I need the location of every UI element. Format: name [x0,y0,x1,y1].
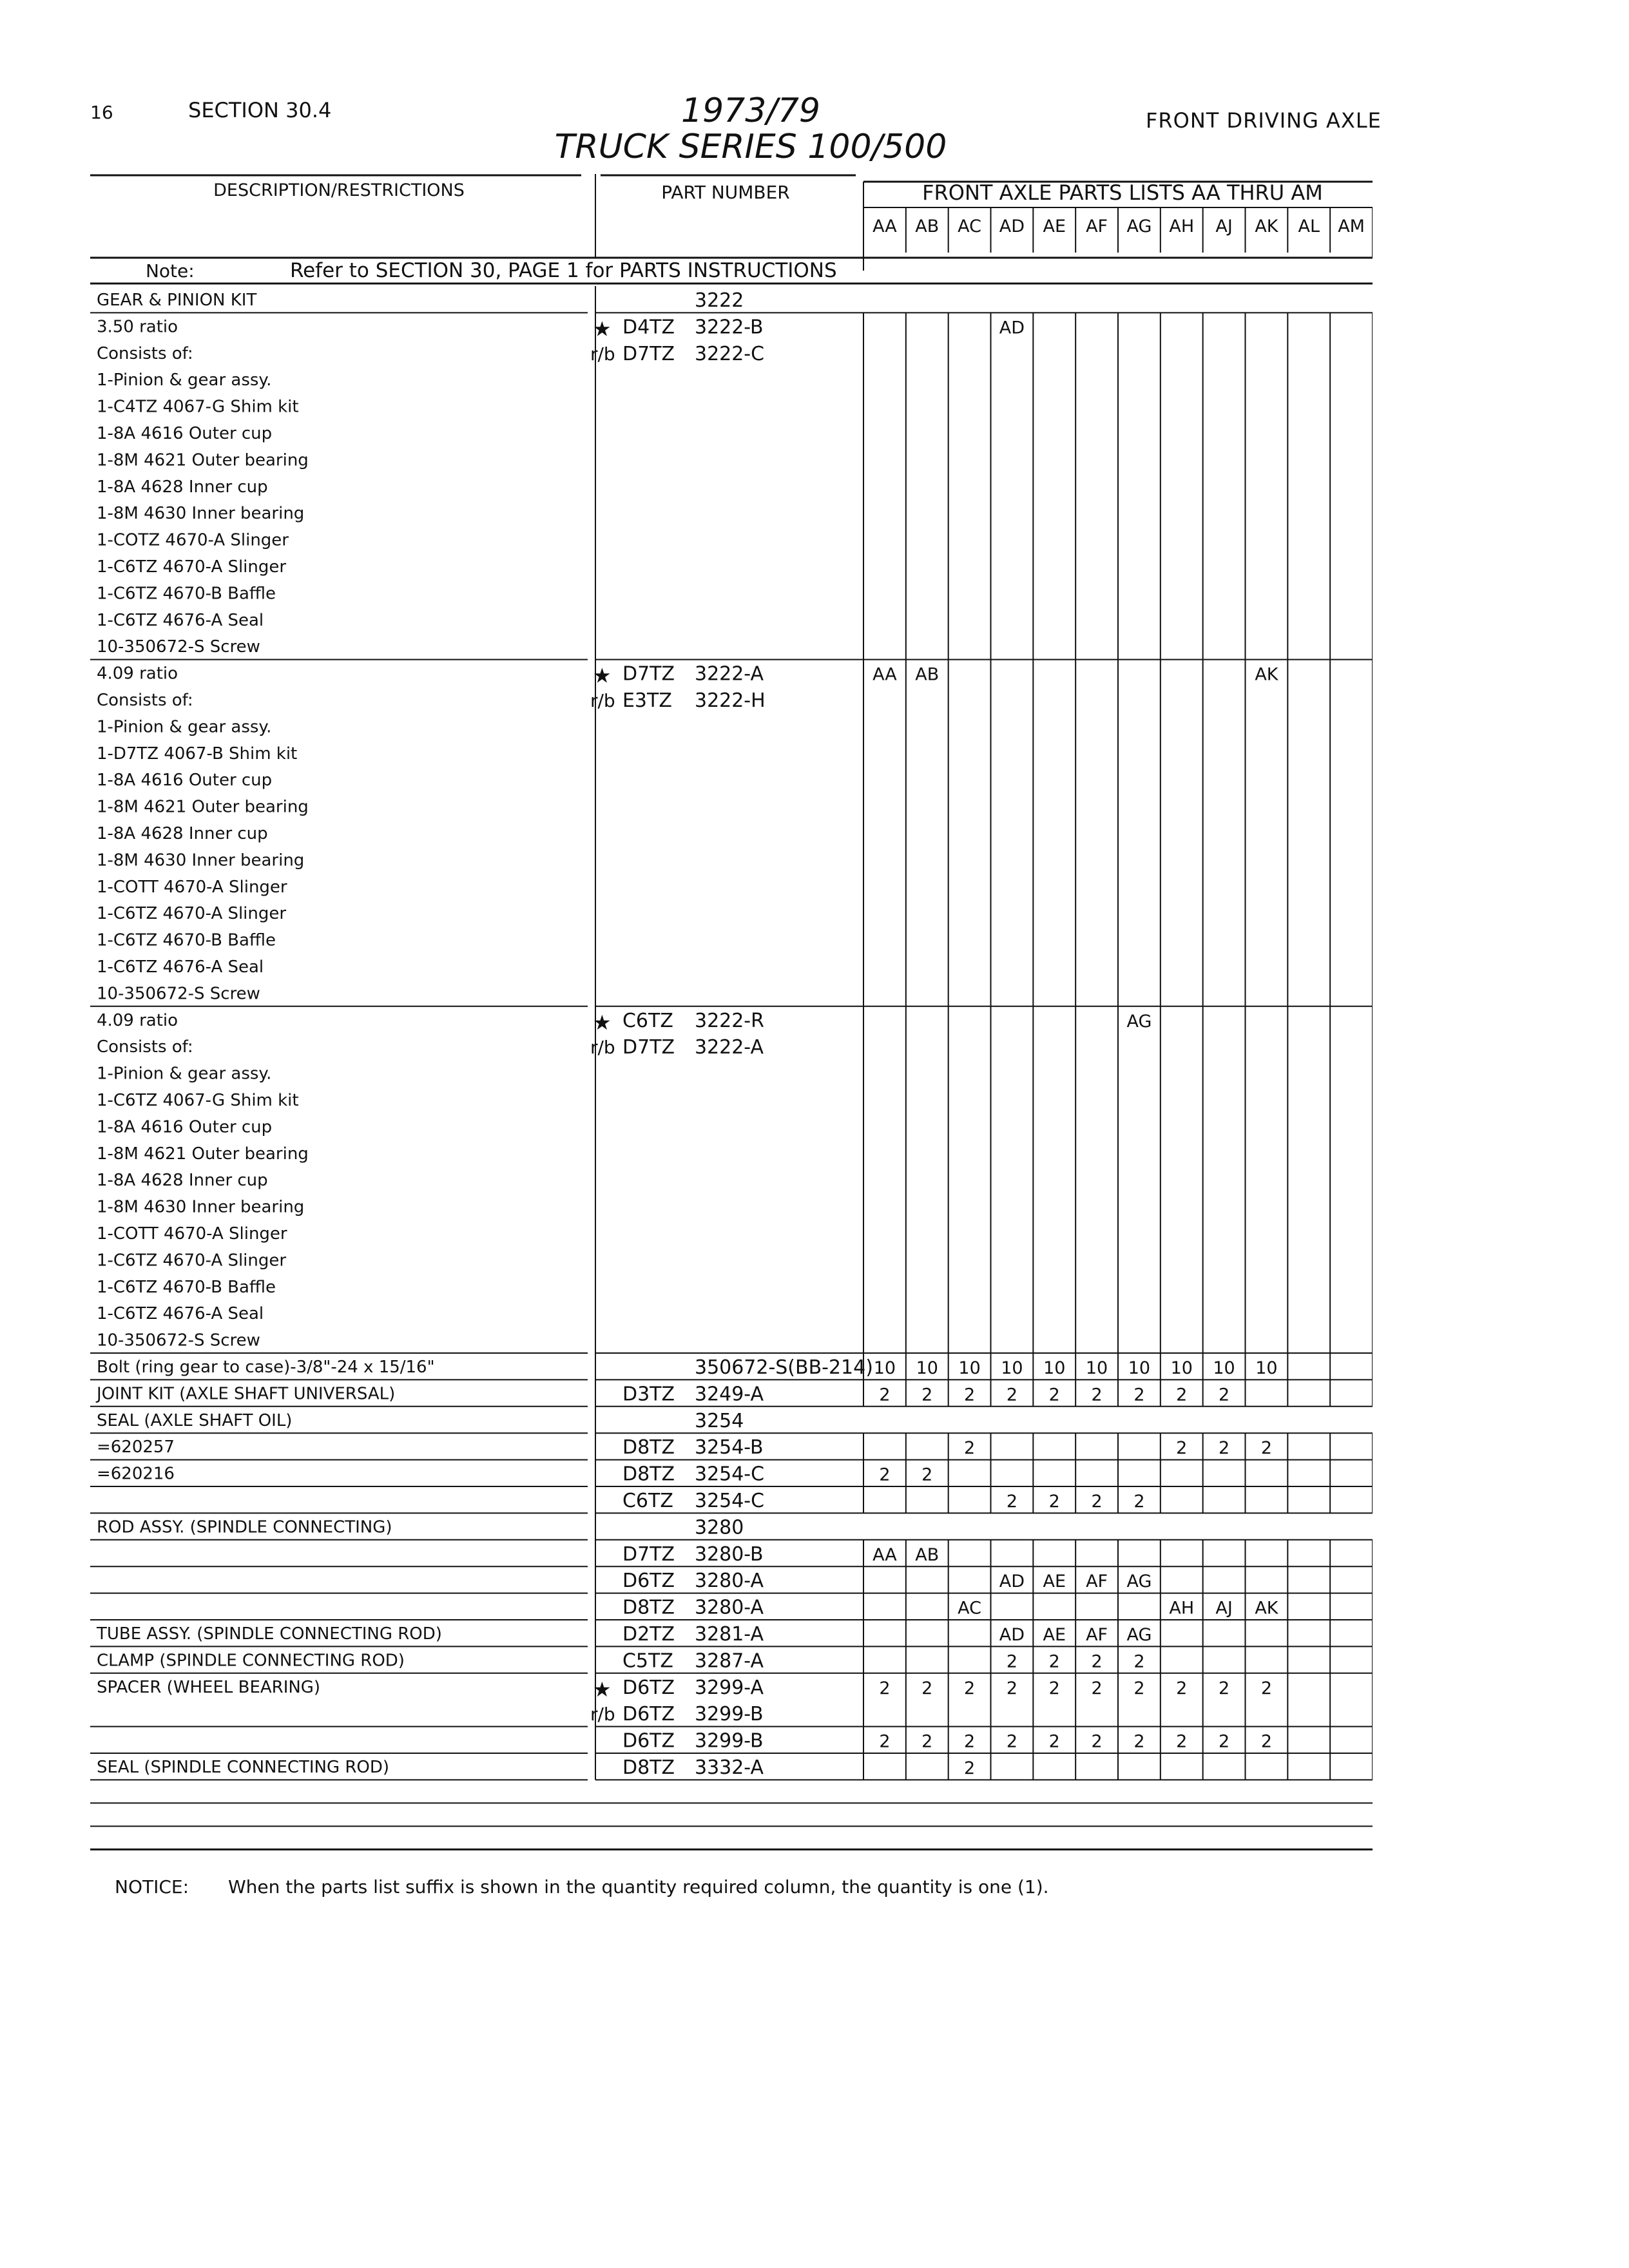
quantity-cell: 2 [879,1731,891,1752]
replacement-star-icon: ★ [593,1677,612,1702]
description-text: 1-8M 4621 Outer bearing [97,797,309,817]
description-text: 1-8A 4616 Outer cup [97,771,273,791]
description-text: =620216 [97,1464,175,1484]
part-number: 3254 [695,1409,744,1432]
quantity-cell: 10 [1043,1358,1066,1378]
quantity-cell: 2 [1260,1731,1272,1752]
column-header: AH [1169,216,1195,236]
quantity-cell: 2 [1260,1678,1272,1698]
part-base: D7TZ [622,1542,675,1566]
part-base: C6TZ [622,1009,673,1032]
parts-table [90,174,1373,1854]
part-base: D7TZ [622,662,675,686]
quantity-cell: 2 [1133,1385,1145,1405]
part-base: D7TZ [622,342,675,365]
description-text: 1-C6TZ 4670-B Baffle [97,930,276,950]
quantity-cell: 2 [1218,1678,1230,1698]
column-header: AB [915,216,940,236]
part-number: 3332-A [695,1756,764,1779]
note-label: Note: [146,260,195,282]
description-text: 1-8M 4621 Outer bearing [97,450,309,470]
part-base: D6TZ [622,1729,675,1753]
quantity-cell: 2 [1006,1491,1018,1512]
description-text: 10-350672-S Screw [97,984,260,1004]
description-text: Consists of: [97,1037,193,1057]
quantity-cell: 10 [1001,1358,1023,1378]
quantity-cell: AG [1126,1624,1152,1645]
quantity-cell: AG [1126,1571,1152,1592]
description-text: 1-C4TZ 4067-G Shim kit [97,397,299,417]
note-text: Refer to SECTION 30, PAGE 1 for PARTS INSTRUCTIONS [290,258,837,282]
description-text: 1-C6TZ 4676-A Seal [97,957,264,977]
part-base: D7TZ [622,1036,675,1059]
column-header: AA [872,216,897,236]
description-text: 1-D7TZ 4067-B Shim kit [97,744,298,764]
column-header: AL [1298,216,1320,236]
description-text: 1-COTZ 4670-A Slinger [97,530,289,550]
quantity-cell: 2 [1048,1678,1060,1698]
quantity-cell: 2 [1133,1491,1145,1512]
description-text: TUBE ASSY. (SPINDLE CONNECTING ROD) [97,1624,442,1644]
part-number: 3280-A [695,1596,764,1619]
quantity-cell: 2 [1048,1491,1060,1512]
quantity-cell: 2 [1218,1731,1230,1752]
part-number: 3299-A [695,1676,764,1699]
part-base: D8TZ [622,1756,675,1779]
part-base: D4TZ [622,316,675,339]
description-text: 1-C6TZ 4676-A Seal [97,1304,264,1324]
quantity-cell: 2 [1048,1731,1060,1752]
description-text: Bolt (ring gear to case)-3/8"-24 x 15/16" [97,1357,435,1377]
column-header: AC [958,216,981,236]
description-text: Consists of: [97,343,193,363]
description-text: 1-Pinion & gear assy. [97,1064,272,1084]
quantity-cell: 2 [1091,1651,1103,1672]
quantity-cell: AC [958,1598,981,1619]
quantity-cell: AK [1255,664,1278,685]
description-text: 1-Pinion & gear assy. [97,370,272,390]
quantity-cell: 2 [1133,1651,1145,1672]
part-number: 3222-C [695,342,765,365]
description-text: 4.09 ratio [97,1010,178,1030]
notice-text: When the parts list suffix is shown in the quantity required column, the quantity is one (1). [228,1876,1049,1898]
quantity-cell: AE [1043,1624,1066,1645]
part-prefix: r/b [590,689,615,711]
quantity-cell: 2 [1006,1651,1018,1672]
part-number: 3222-A [695,662,764,686]
quantity-cell: AF [1086,1624,1108,1645]
description-text: ROD ASSY. (SPINDLE CONNECTING) [97,1517,392,1537]
quantity-cell: AB [915,664,940,685]
notice [115,1876,1049,1898]
quantity-cell: 2 [1006,1385,1018,1405]
quantity-cell: 2 [1176,1731,1188,1752]
quantity-cell: 2 [1048,1385,1060,1405]
part-prefix: r/b [590,1704,615,1725]
part-number: 3287-A [695,1649,764,1673]
column-header: AG [1126,216,1152,236]
notice-label: NOTICE: [115,1876,189,1898]
part-base: E3TZ [622,689,672,712]
part-number: 3280-B [695,1542,764,1566]
quantity-cell: 2 [1091,1731,1103,1752]
quantity-cell: 10 [1213,1358,1235,1378]
description-text: 1-8M 4630 Inner bearing [97,850,305,870]
quantity-cell: 10 [958,1358,981,1378]
description-text: 1-8A 4616 Outer cup [97,423,273,443]
description-header: DESCRIPTION/RESTRICTIONS [213,180,465,200]
part-base: D6TZ [622,1676,675,1699]
quantity-cell: 2 [963,1438,976,1459]
part-base: D6TZ [622,1570,675,1593]
quantity-cell: 2 [1006,1678,1018,1698]
quantity-cell: 10 [1128,1358,1151,1378]
quantity-cell: AE [1043,1571,1066,1592]
column-header: AJ [1215,216,1233,236]
quantity-cell: 2 [1176,1678,1188,1698]
quantity-cell: AD [999,1624,1025,1645]
lists-header: FRONT AXLE PARTS LISTS AA THRU AM [922,180,1323,205]
part-number: 3222-A [695,1036,764,1059]
column-header: AM [1338,216,1365,236]
quantity-cell: 2 [1006,1731,1018,1752]
description-text: 1-C6TZ 4676-A Seal [97,610,264,630]
quantity-cell: 2 [1048,1651,1060,1672]
part-number: 3281-A [695,1622,764,1646]
quantity-cell: 2 [921,1465,933,1485]
part-number: 3222-B [695,316,764,339]
description-text: 1-8M 4621 Outer bearing [97,1144,309,1164]
quantity-cell: 10 [873,1358,896,1378]
quantity-cell: 2 [1260,1438,1272,1459]
replacement-star-icon: ★ [593,1010,612,1035]
description-text: 1-C6TZ 4670-A Slinger [97,904,287,924]
quantity-cell: 10 [1255,1358,1278,1378]
part-number-header: PART NUMBER [661,181,790,203]
part-base: D8TZ [622,1463,675,1486]
quantity-cell: AD [999,318,1025,338]
part-number: 3299-B [695,1729,764,1753]
part-number: 3222-R [695,1009,764,1032]
quantity-cell: AH [1169,1598,1195,1619]
quantity-cell: 2 [1133,1731,1145,1752]
part-number: 3254-C [695,1463,765,1486]
part-prefix: r/b [590,1037,615,1059]
quantity-cell: AJ [1215,1598,1233,1619]
quantity-cell: 2 [1091,1678,1103,1698]
description-text: 1-8A 4628 Inner cup [97,823,268,843]
part-number: 3299-B [695,1703,764,1726]
quantity-cell: 2 [921,1385,933,1405]
replacement-star-icon: ★ [593,316,612,341]
quantity-cell: 2 [1218,1438,1230,1459]
part-base: C5TZ [622,1649,673,1673]
description-text: 1-8A 4628 Inner cup [97,477,268,497]
quantity-cell: 2 [879,1465,891,1485]
description-text: 1-C6TZ 4670-A Slinger [97,1251,287,1271]
description-text: 1-COTT 4670-A Slinger [97,1224,287,1244]
description-text: 1-C6TZ 4670-A Slinger [97,557,287,577]
quantity-cell: 10 [1085,1358,1108,1378]
description-text: SEAL (AXLE SHAFT OIL) [97,1410,293,1430]
replacement-star-icon: ★ [593,663,612,688]
description-text: 4.09 ratio [97,664,178,684]
quantity-cell: 2 [1091,1385,1103,1405]
description-text: 1-8M 4630 Inner bearing [97,1197,305,1217]
part-base: D3TZ [622,1383,675,1406]
quantity-cell: 2 [1176,1385,1188,1405]
part-number: 350672-S(BB-214) [695,1356,873,1379]
part-number: 3222-H [695,689,766,712]
description-text: =620257 [97,1437,175,1457]
part-number: 3254-C [695,1489,765,1512]
description-text: SEAL (SPINDLE CONNECTING ROD) [97,1757,390,1777]
quantity-cell: 2 [1218,1385,1230,1405]
quantity-cell: 2 [921,1731,933,1752]
description-text: Consists of: [97,690,193,710]
description-text: 1-8A 4616 Outer cup [97,1117,273,1137]
part-prefix: r/b [590,343,615,365]
part-base: D6TZ [622,1703,675,1726]
description-text: 3.50 ratio [97,317,178,337]
part-number: 3280 [695,1516,744,1539]
column-header: AD [999,216,1025,236]
part-number: 3254-B [695,1436,764,1459]
quantity-cell: 2 [879,1678,891,1698]
quantity-cell: 2 [963,1731,976,1752]
quantity-cell: AK [1255,1598,1278,1619]
page-number: 16 [90,102,113,123]
part-base: D8TZ [622,1596,675,1619]
section-label: SECTION 30.4 [188,98,332,122]
quantity-cell: 2 [921,1678,933,1698]
page-title-years: 1973/79 [680,91,821,130]
description-text: 1-C6TZ 4670-B Baffle [97,584,276,604]
description-text: 1-C6TZ 4067-G Shim kit [97,1090,299,1110]
quantity-cell: 2 [963,1678,976,1698]
part-base: D2TZ [622,1622,675,1646]
description-text: CLAMP (SPINDLE CONNECTING ROD) [97,1651,405,1671]
quantity-cell: AG [1126,1011,1152,1032]
quantity-cell: 2 [1133,1678,1145,1698]
description-text: 10-350672-S Screw [97,637,260,657]
part-number: 3222 [695,289,744,312]
quantity-cell: 2 [879,1385,891,1405]
part-base: C6TZ [622,1489,673,1512]
description-text: 1-Pinion & gear assy. [97,717,272,737]
page-topic: FRONT DRIVING AXLE [1146,108,1382,133]
column-header: AK [1255,216,1278,236]
part-number: 3249-A [695,1383,764,1406]
column-header: AE [1043,216,1066,236]
quantity-cell: 2 [1091,1491,1103,1512]
description-text: 1-C6TZ 4670-B Baffle [97,1277,276,1297]
page-title-series: TRUCK SERIES 100/500 [554,128,947,166]
description-text: 1-COTT 4670-A Slinger [97,877,287,897]
quantity-cell: 2 [963,1385,976,1405]
description-text: 1-8M 4630 Inner bearing [97,504,305,524]
quantity-cell: 10 [916,1358,938,1378]
quantity-cell: AA [872,1544,897,1565]
description-text: 10-350672-S Screw [97,1331,260,1350]
quantity-cell: 10 [1170,1358,1193,1378]
description-text: 1-8A 4628 Inner cup [97,1171,268,1191]
part-base: D8TZ [622,1436,675,1459]
quantity-cell: 2 [963,1758,976,1778]
description-text: GEAR & PINION KIT [97,290,257,310]
part-number: 3280-A [695,1570,764,1593]
description-text: JOINT KIT (AXLE SHAFT UNIVERSAL) [97,1384,396,1404]
quantity-cell: AA [872,664,897,685]
quantity-cell: AD [999,1571,1025,1592]
quantity-cell: AF [1086,1571,1108,1592]
quantity-cell: 2 [1176,1438,1188,1459]
column-header: AF [1086,216,1108,236]
quantity-cell: AB [915,1544,940,1565]
description-text: SPACER (WHEEL BEARING) [97,1677,321,1697]
